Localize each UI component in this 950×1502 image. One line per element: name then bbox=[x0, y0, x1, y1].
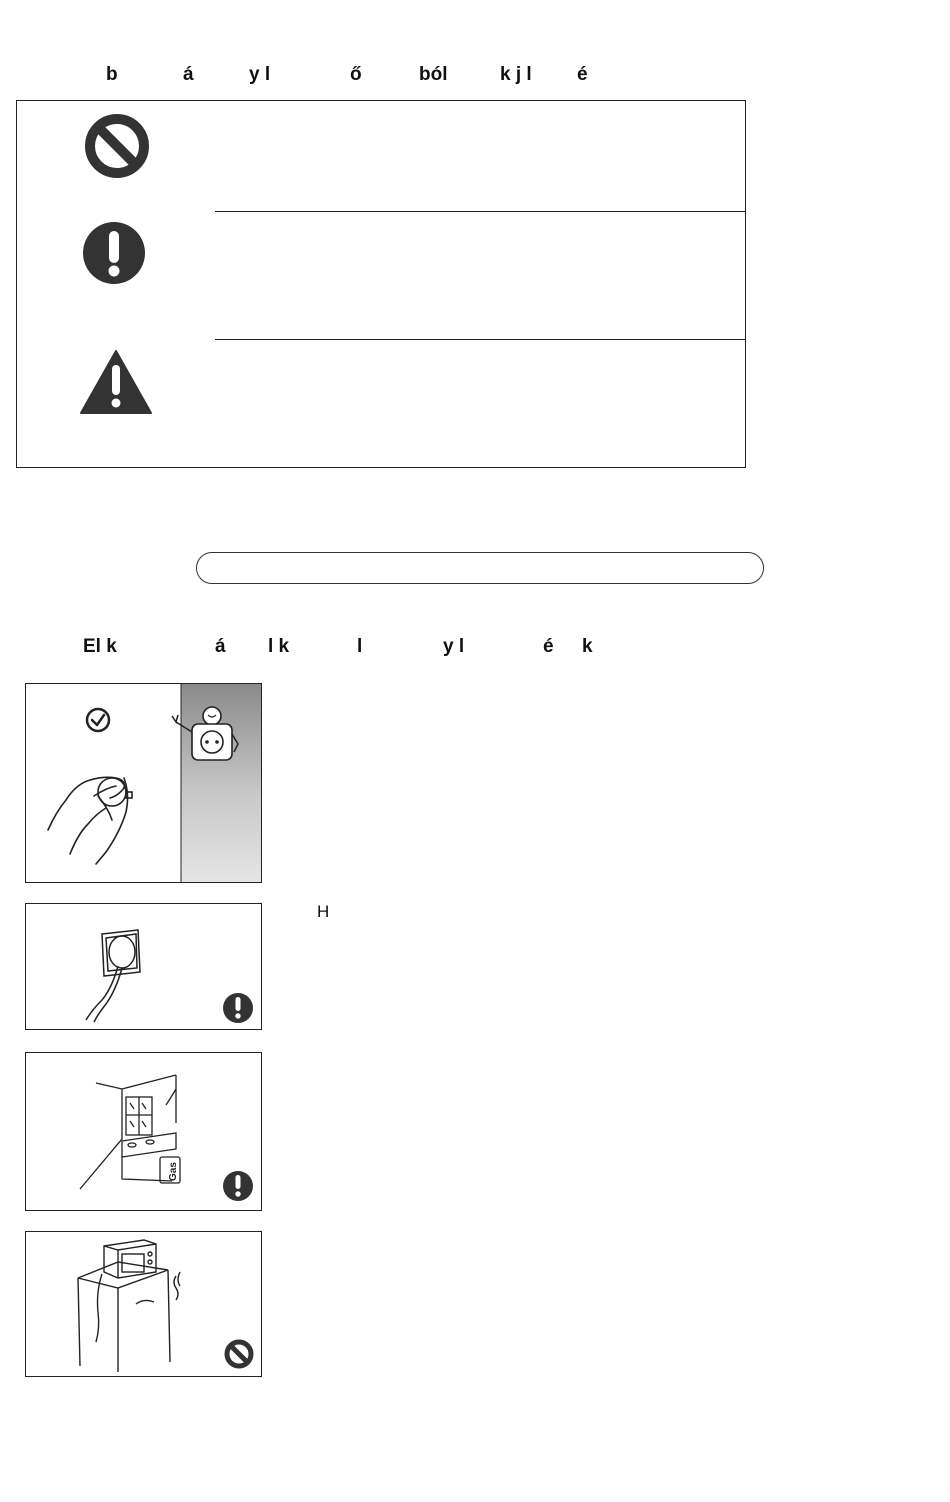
mandatory-exclamation-icon bbox=[82, 221, 146, 285]
plug-safety-illustration bbox=[25, 683, 262, 883]
illustration-text: H bbox=[317, 902, 330, 921]
gas-tag: Gas bbox=[168, 1162, 179, 1181]
symbol-table bbox=[16, 100, 746, 468]
heading-fragment: ból bbox=[419, 64, 448, 85]
heading-fragment: é bbox=[543, 636, 554, 657]
prohibition-icon bbox=[83, 112, 151, 180]
mandatory-exclamation-icon bbox=[223, 1171, 253, 1201]
heading-fragment: á bbox=[215, 636, 226, 657]
heading-fragment: y l bbox=[443, 636, 465, 657]
heading-fragment: á bbox=[183, 64, 194, 85]
row-divider bbox=[215, 339, 746, 340]
heading-fragment: l k bbox=[268, 636, 290, 657]
row-divider bbox=[215, 211, 746, 212]
heading-fragment: El k bbox=[83, 636, 117, 657]
wall-socket-illustration bbox=[25, 903, 262, 1030]
heading-fragment: ő bbox=[350, 64, 362, 85]
heading-fragment: k bbox=[582, 636, 593, 657]
microwave-on-fridge-illustration bbox=[25, 1231, 262, 1377]
heading-fragment: k j l bbox=[500, 64, 532, 85]
gas-ventilation-illustration bbox=[25, 1052, 262, 1211]
heading-fragment: é bbox=[577, 64, 588, 85]
mandatory-exclamation-icon bbox=[223, 993, 253, 1023]
checkmark-circle-icon bbox=[87, 709, 109, 731]
prohibition-icon bbox=[227, 1342, 251, 1366]
section-title-bar bbox=[196, 552, 764, 584]
heading-fragment: y l bbox=[249, 64, 271, 85]
warning-triangle-icon bbox=[79, 349, 153, 415]
heading-fragment: l bbox=[357, 636, 363, 657]
heading-fragment: b bbox=[106, 64, 118, 85]
